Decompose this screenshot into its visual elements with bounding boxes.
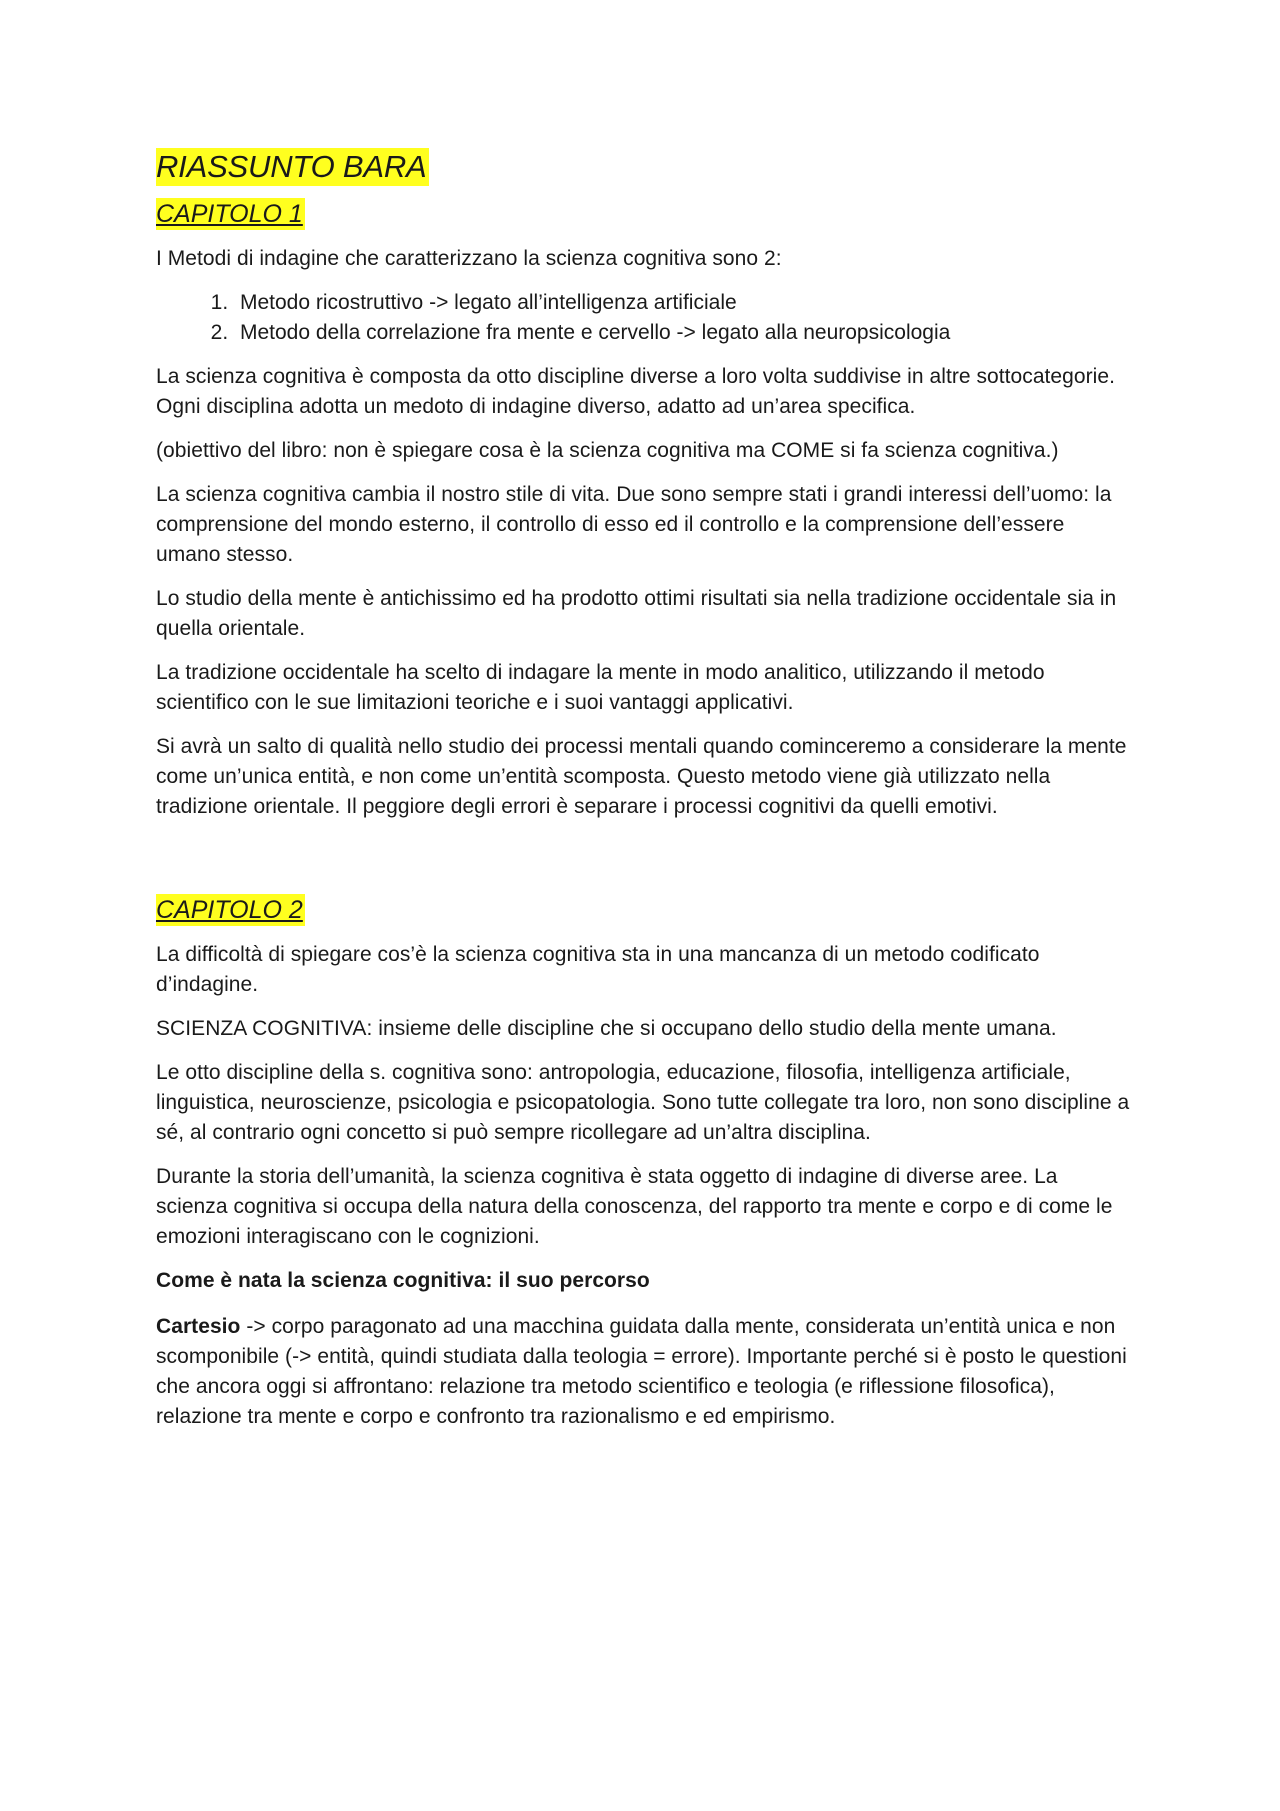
paragraph: La difficoltà di spiegare cos’è la scienza cognitiva sta in una mancanza di un metodo codificato d’indagine. (156, 943, 1040, 996)
cartesio-text: -> corpo paragonato ad una macchina guidata dalla mente, considerata un’entità unica e non scomponibile (-> entità, quindi studiata dalla teologia = errore). Importante perché si è posto le questioni che ancora oggi si affrontano: relazione tra metodo scientifico e teologia (e riflessione filosofica), relazione tra mente e corpo e confronto tra razionalismo e ed empirismo. (156, 1315, 1127, 1428)
paragraph: Si avrà un salto di qualità nello studio dei processi mentali quando cominceremo a considerare la mente come un’unica entità, e non come un’entità scomposta. Questo metodo viene già utilizzato nella tradizione orientale. Il peggiore degli errori è separare i processi cognitivi da quelli emotivi. (156, 735, 1127, 818)
paragraph: La tradizione occidentale ha scelto di indagare la mente in modo analitico, utilizzando il metodo scientifico con le sue limitazioni teoriche e i suoi vantaggi applicativi. (156, 661, 1045, 714)
cartesio-paragraph (156, 1312, 1130, 1432)
list-item: 1. Metodo ricostruttivo -> legato all’intelligenza artificiale (234, 288, 1130, 318)
definition-paragraph: SCIENZA COGNITIVA: insieme delle discipline che si occupano dello studio della mente umana. (156, 1017, 1057, 1040)
paragraph: La scienza cognitiva è composta da otto discipline diverse a loro volta suddivise in altre sottocategorie. Ogni disciplina adotta un medoto di indagine diverso, adatto ad un’area specifica. (156, 365, 1115, 418)
chapter-2-heading: CAPITOLO 2 (156, 896, 303, 924)
paragraph: (obiettivo del libro: non è spiegare cosa è la scienza cognitiva ma COME si fa scienza cognitiva.) (156, 439, 1059, 462)
chapter-1-heading: CAPITOLO 1 (156, 200, 303, 228)
methods-list (156, 288, 1130, 348)
chapter-1-intro: I Metodi di indagine che caratterizzano la scienza cognitiva sono 2: (156, 247, 782, 270)
paragraph: Lo studio della mente è antichissimo ed ha prodotto ottimi risultati sia nella tradizione occidentale sia in quella orientale. (156, 587, 1117, 640)
document-title: RIASSUNTO BARA (156, 149, 427, 184)
paragraph: Durante la storia dell’umanità, la scienza cognitiva è stata oggetto di indagine di diverse aree. La scienza cognitiva si occupa della natura della conoscenza, del rapporto tra mente e corpo e di come le emozioni interagiscano con le cognizioni. (156, 1165, 1113, 1248)
paragraph: Le otto discipline della s. cognitiva sono: antropologia, educazione, filosofia, intelligenza artificiale, linguistica, neuroscienze, psicologia e psicopatologia. Sono tutte collegate tra loro, non sono discipline a sé, al contrario ogni concetto si può sempre ricollegare ad un’altra disciplina. (156, 1061, 1130, 1144)
list-item: 2. Metodo della correlazione fra mente e cervello -> legato alla neuropsicologia (234, 318, 1130, 348)
cartesio-name: Cartesio (156, 1315, 241, 1338)
paragraph: La scienza cognitiva cambia il nostro stile di vita. Due sono sempre stati i grandi interessi dell’uomo: la comprensione del mondo esterno, il controllo di esso ed il controllo e la comprensione dell’essere umano stesso. (156, 483, 1112, 566)
section-subheading: Come è nata la scienza cognitiva: il suo percorso (156, 1269, 650, 1292)
